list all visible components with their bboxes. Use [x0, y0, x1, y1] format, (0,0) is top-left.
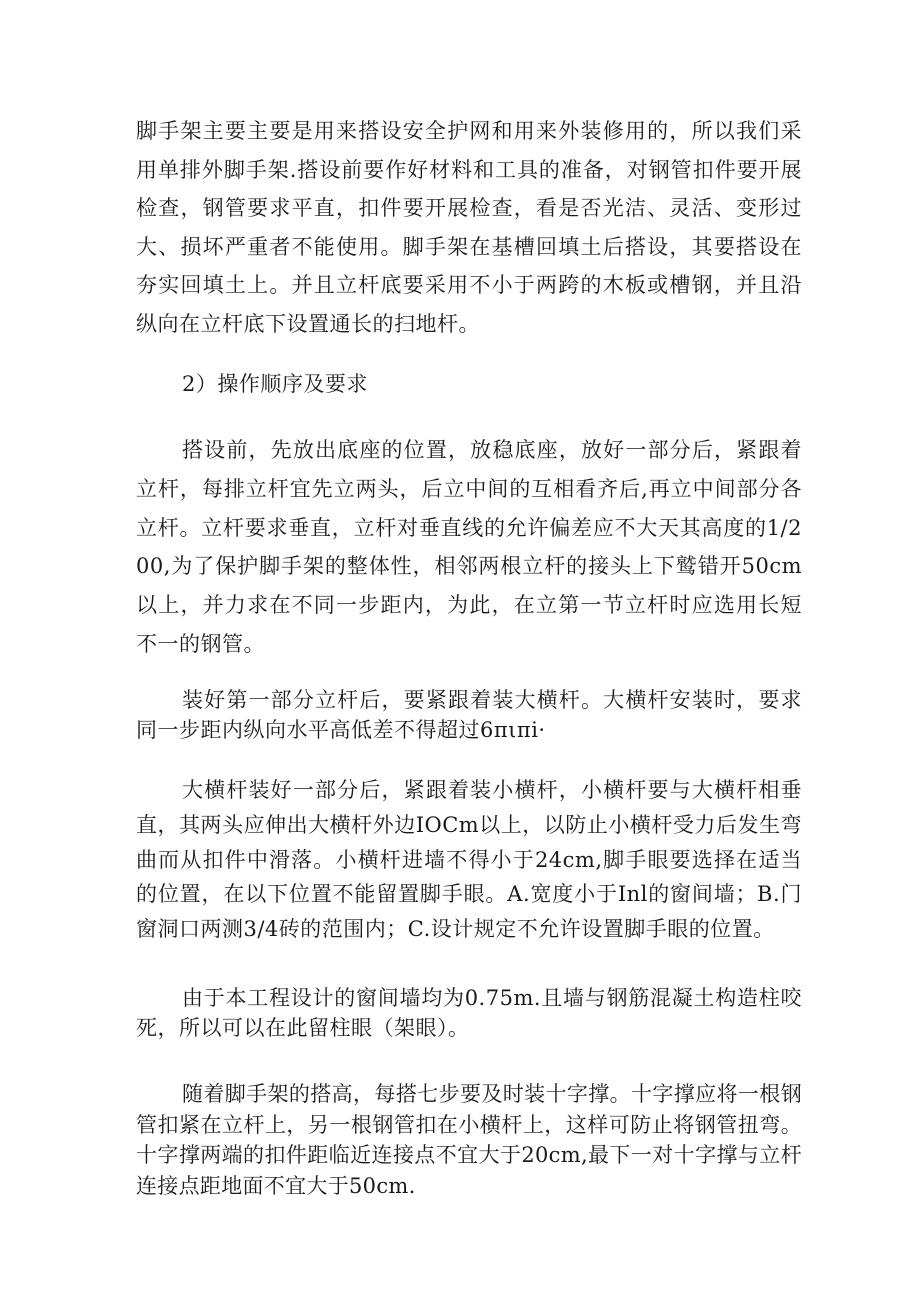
- paragraph-cross-bracing: 随着脚手架的搭高，每搭七步要及时装十字撑。十字撑应将一根钢管扣紧在立杆上，另一根钢管扣在小横杆上，这样可防止将钢管扭弯。十字撑两端的扣件距临近连接点不宜大于20cm,最下一对十字撑与立杆连接点距地面不宜大于50cm.: [136, 1082, 802, 1198]
- paragraph-scaffold-intro: 脚手架主要主要是用来搭设安全护网和用来外装修用的，所以我们采用单排外脚手架.搭设前要作好材料和工具的准备，对钢管扣件要开展检查，钢管要求平直，扣件要开展检查，看是否光洁、灵活、变形过大、损坏严重者不能使用。脚手架在基槽回填土后搭设，其要搭设在夯实回填土上。并且立杆底要采用不小于两跨的木板或槽钢，并且沿纵向在立杆底下设置通长的扫地杆。: [136, 119, 802, 336]
- paragraph-transverse-bar: 大横杆装好一部分后，紧跟着装小横杆，小横杆要与大横杆相垂直，其两头应伸出大横杆外边IOCm以上，以防止小横杆受力后发生弯曲而从扣件中滑落。小横杆进墙不得小于24cm,脚手眼要选择在适当的位置，在以下位置不能留置脚手眼。A.宽度小于Inl的窗间墙；B.门窗洞口两测3/4砖的范围内；C.设计规定不允许设置脚手眼的位置。: [136, 778, 802, 942]
- paragraph-pole-erection: 搭设前，先放出底座的位置，放稳底座，放好一部分后，紧跟着立杆，每排立杆宜先立两头，后立中间的互相看齐后,再立中间部分各立杆。立杆要求垂直，立杆对垂直线的允许偏差应不大天其高度的1/200,为了保护脚手架的整体性，相邻两根立杆的接头上下鹫错开50cm以上，并力求在不同一步距内，为此，在立第一节立杆时应选用长短不一的钢管。: [136, 438, 802, 656]
- paragraph-longitudinal-bar: 装好第一部分立杆后，要紧跟着装大横杆。大横杆安装时，要求同一步距内纵向水平高低差不得超过6πιπi·: [136, 688, 802, 742]
- section-heading-operation-sequence: 2）操作顺序及要求: [182, 372, 368, 396]
- paragraph-window-wall: 由于本工程设计的窗间墙均为0.75m.且墙与钢筋混凝土构造柱咬死，所以可以在此留柱眼（架眼）。: [136, 986, 802, 1040]
